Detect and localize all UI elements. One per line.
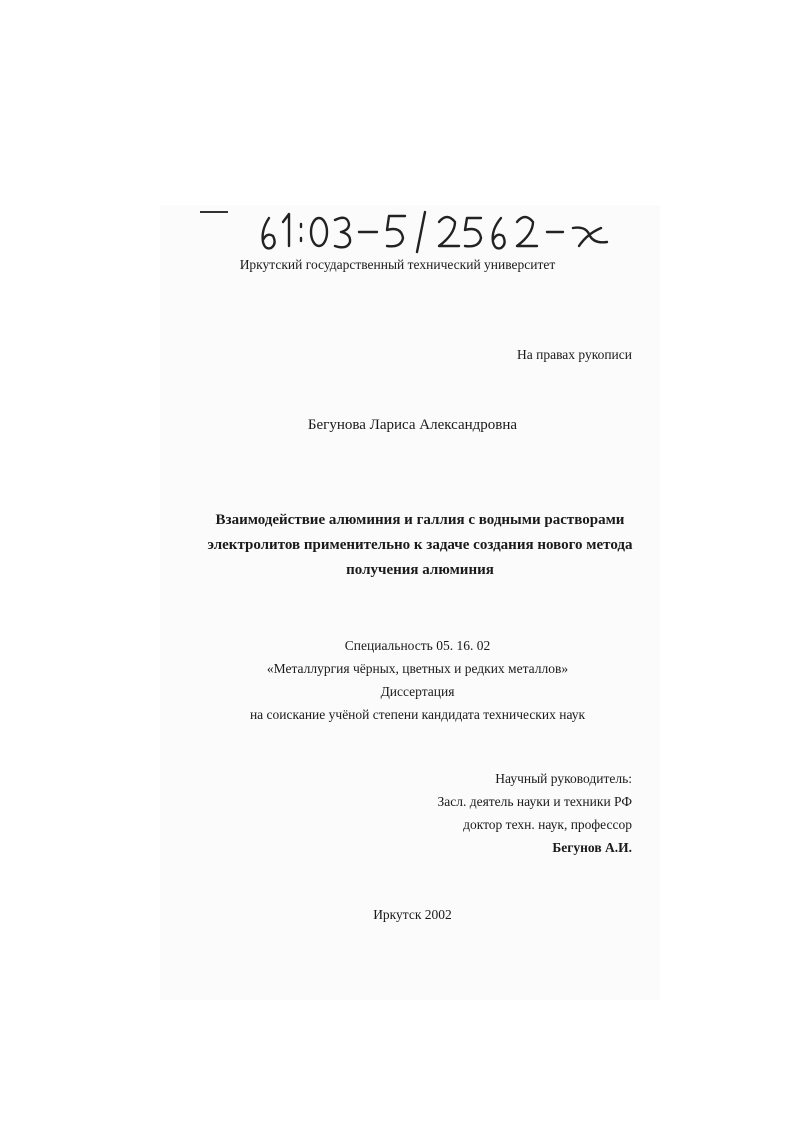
specialty-line: на соискание учёной степени кандидата технических наук bbox=[249, 707, 586, 722]
title-line: электролитов применительно к задаче создания нового метода bbox=[207, 537, 633, 553]
supervisor-line: Научный руководитель: bbox=[495, 771, 632, 786]
title-line: Взаимодействие алюминия и галлия с водными растворами bbox=[215, 512, 625, 528]
specialty-block bbox=[20, 634, 795, 726]
dissertation-title bbox=[0, 508, 795, 583]
supervisor-block bbox=[437, 767, 632, 859]
top-dash-mark bbox=[200, 211, 228, 213]
scanned-page-area bbox=[160, 205, 660, 1000]
title-line: получения алюминия bbox=[346, 562, 494, 578]
specialty-line: Специальность 05. 16. 02 bbox=[344, 638, 491, 653]
supervisor-line: Засл. деятель науки и техники РФ bbox=[437, 794, 632, 809]
rights-note: На правах рукописи bbox=[516, 347, 632, 362]
specialty-line: «Металлургия чёрных, цветных и редких металлов» bbox=[266, 661, 569, 676]
supervisor-name: Бегунов А.И. bbox=[552, 840, 632, 855]
handwritten-catalog-code bbox=[255, 200, 635, 260]
author-name: Бегунова Лариса Александровна bbox=[307, 417, 518, 433]
place-year: Иркутск 2002 bbox=[373, 907, 452, 922]
university-name: Иркутский государственный технический университет bbox=[239, 257, 556, 272]
specialty-line: Диссертация bbox=[380, 684, 455, 699]
supervisor-line: доктор техн. наук, профессор bbox=[463, 817, 632, 832]
